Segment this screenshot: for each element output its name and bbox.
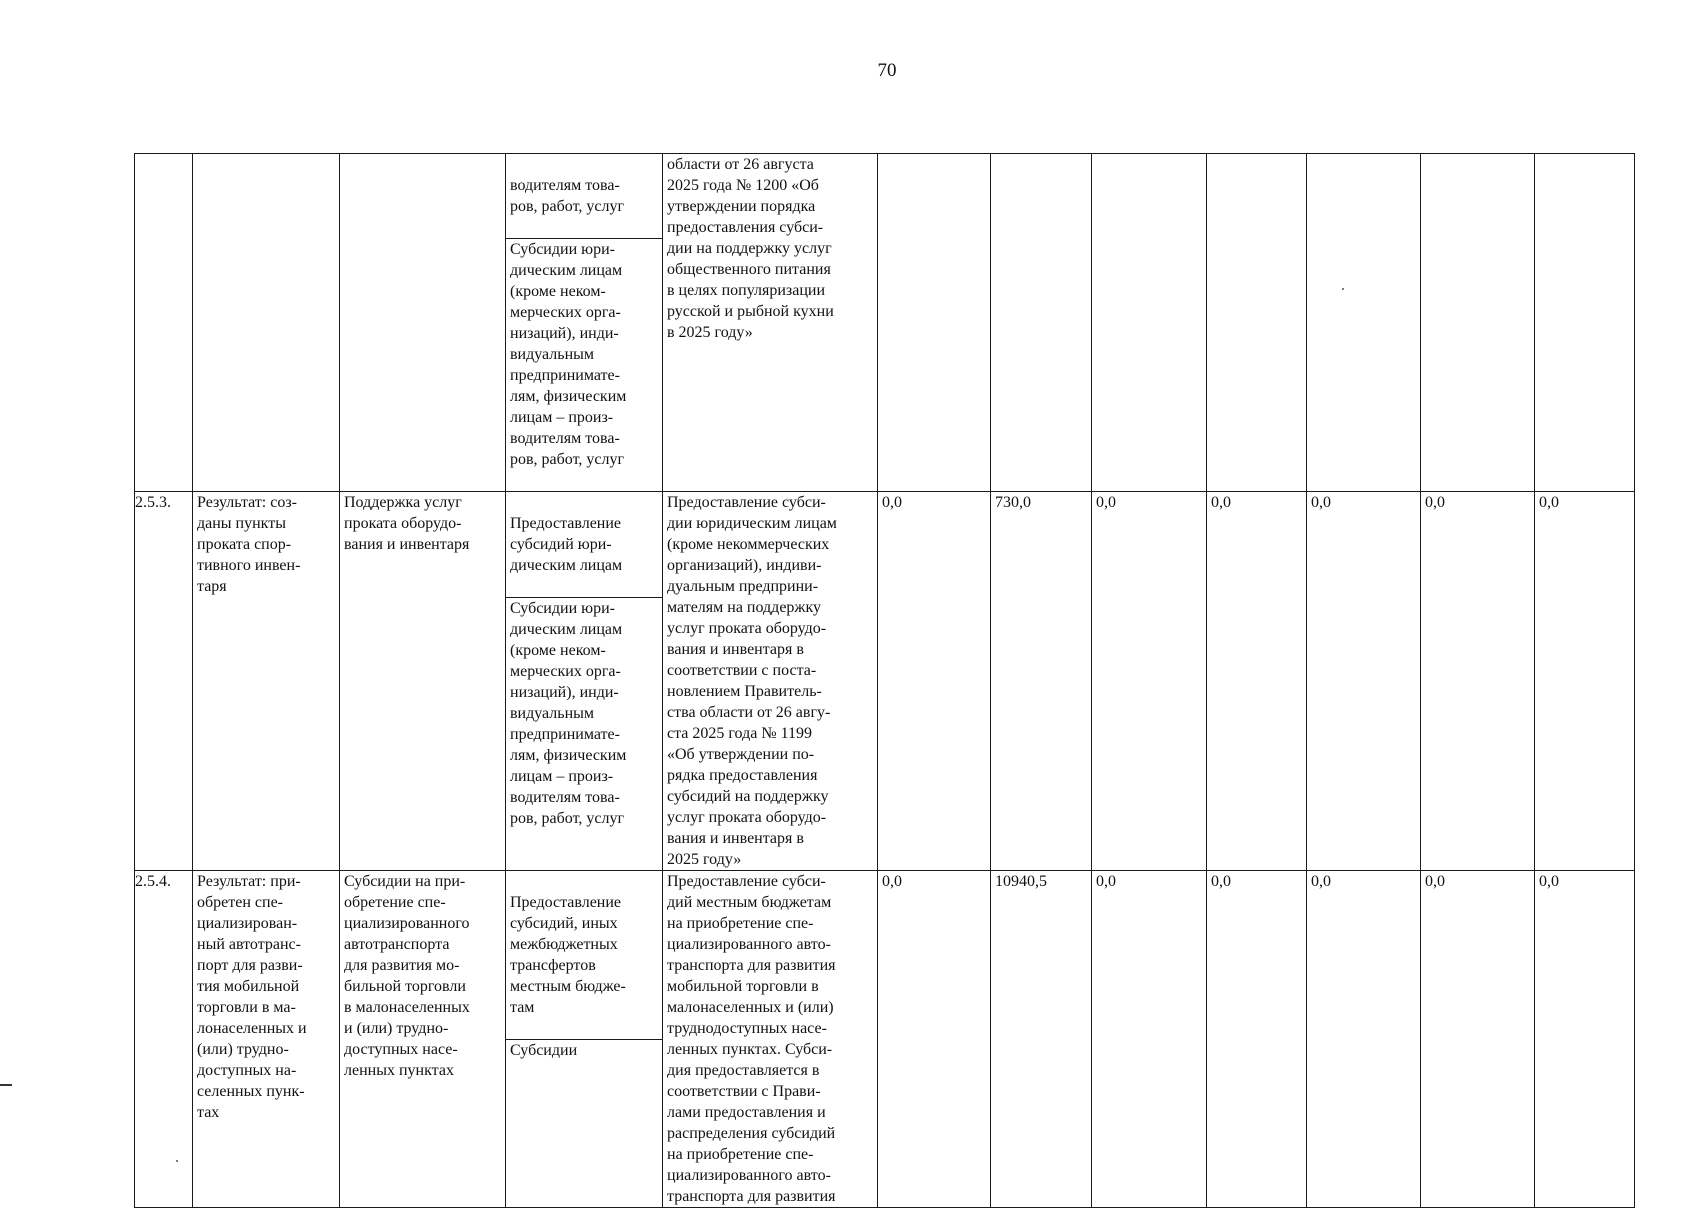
support-type-cell: [506, 871, 663, 1208]
table-row: [135, 871, 1635, 1208]
subsidy-kind-text: Субсидии юри- дическим лицам (кроме неком- мерческих орга- низаций), инди- видуальным предпринимате- лям, физическим лицам – произ- водителям това- ров, работ, услуг: [506, 597, 662, 829]
value-cell: [1092, 154, 1207, 492]
measure-cell: Субсидии на при- обретение спе- циализированного автотранспорта для развития мо- бильной торговли в малонаселенных и (или) трудно- доступных насе- ленных пунктах: [340, 871, 506, 1208]
support-form-text: водителям това- ров, работ, услуг: [510, 177, 625, 215]
value-cell: [1207, 154, 1307, 492]
description-cell: области от 26 августа 2025 года № 1200 «Об утверждении порядка предоставления субси- дии на поддержку услуг общественного питания в целях популяризации русской и рыбной кухни в 2025 году»: [663, 154, 878, 492]
result-cell: [193, 154, 340, 492]
value-cell: [1421, 154, 1535, 492]
measure-cell: Поддержка услуг проката оборудо- вания и инвентаря: [340, 492, 506, 871]
support-type-cell: [506, 492, 663, 871]
description-cell: Предоставление субси- дий местным бюджетам на приобретение спе- циализированного авто- транспорта для развития мобильной торговли в малонаселенных и (или) труднодоступных насе- ленных пунктах. Субси- дия предоставляется в соответствии с Прави- лами предоставления и распределения субсидий на приобретение спе- циализированного авто- транспорта для развития: [663, 871, 878, 1208]
value-cell: [878, 154, 991, 492]
value-cell: 0,0: [878, 871, 991, 1208]
value-cell: 0,0: [878, 492, 991, 871]
support-form-text: Предоставление субсидий юри- дическим лицам: [510, 515, 623, 574]
value-cell: 0,0: [1307, 871, 1421, 1208]
scan-speck: [176, 1160, 178, 1162]
value-cell: 10940,5: [991, 871, 1092, 1208]
measures-table: [134, 153, 1635, 1208]
support-form-text: Предоставление субсидий, иных межбюджетных трансфертов местным бюдже- там: [510, 894, 626, 1016]
value-cell: 0,0: [1092, 492, 1207, 871]
measure-cell: [340, 154, 506, 492]
table-row: [135, 154, 1635, 492]
value-cell: 0,0: [1207, 492, 1307, 871]
margin-mark: [0, 1084, 12, 1086]
support-type-cell: [506, 154, 663, 492]
result-cell: Результат: соз- даны пункты проката спор- тивного инвен- таря: [193, 492, 340, 871]
value-cell: 0,0: [1421, 492, 1535, 871]
value-cell: [1307, 154, 1421, 492]
value-cell: 730,0: [991, 492, 1092, 871]
scan-speck: [1342, 288, 1344, 290]
row-number-cell: 2.5.3.: [135, 492, 193, 871]
value-cell: 0,0: [1535, 871, 1635, 1208]
subsidy-kind-text: Субсидии юри- дическим лицам (кроме неком- мерческих орга- низаций), инди- видуальным предпринимате- лям, физическим лицам – произ- водителям това- ров, работ, услуг: [506, 238, 662, 470]
page-number: 70: [877, 60, 897, 81]
value-cell: 0,0: [1421, 871, 1535, 1208]
row-number-cell: [135, 154, 193, 492]
description-cell: Предоставление субси- дии юридическим лицам (кроме некоммерческих организаций), индиви- дуальным предприни- мателям на поддержку услуг проката оборудо- вания и инвентаря в соответствии с поста- новлением Правитель- ства области от 26 авгу- ста 2025 года № 1199 «Об утверждении по- рядка предоставления субсидий на поддержку услуг проката оборудо- вания и инвентаря в 2025 году»: [663, 492, 878, 871]
value-cell: [991, 154, 1092, 492]
value-cell: 0,0: [1307, 492, 1421, 871]
result-cell: Результат: при- обретен спе- циализирован- ный автотранс- порт для разви- тия мобильной торговли в ма- лонаселенных и (или) трудно- доступных на- селенных пунк- тах: [193, 871, 340, 1208]
value-cell: 0,0: [1207, 871, 1307, 1208]
table-row: [135, 492, 1635, 871]
subsidy-kind-text: Субсидии: [506, 1039, 662, 1061]
row-number-cell: 2.5.4.: [135, 871, 193, 1208]
value-cell: 0,0: [1092, 871, 1207, 1208]
value-cell: [1535, 154, 1635, 492]
value-cell: 0,0: [1535, 492, 1635, 871]
